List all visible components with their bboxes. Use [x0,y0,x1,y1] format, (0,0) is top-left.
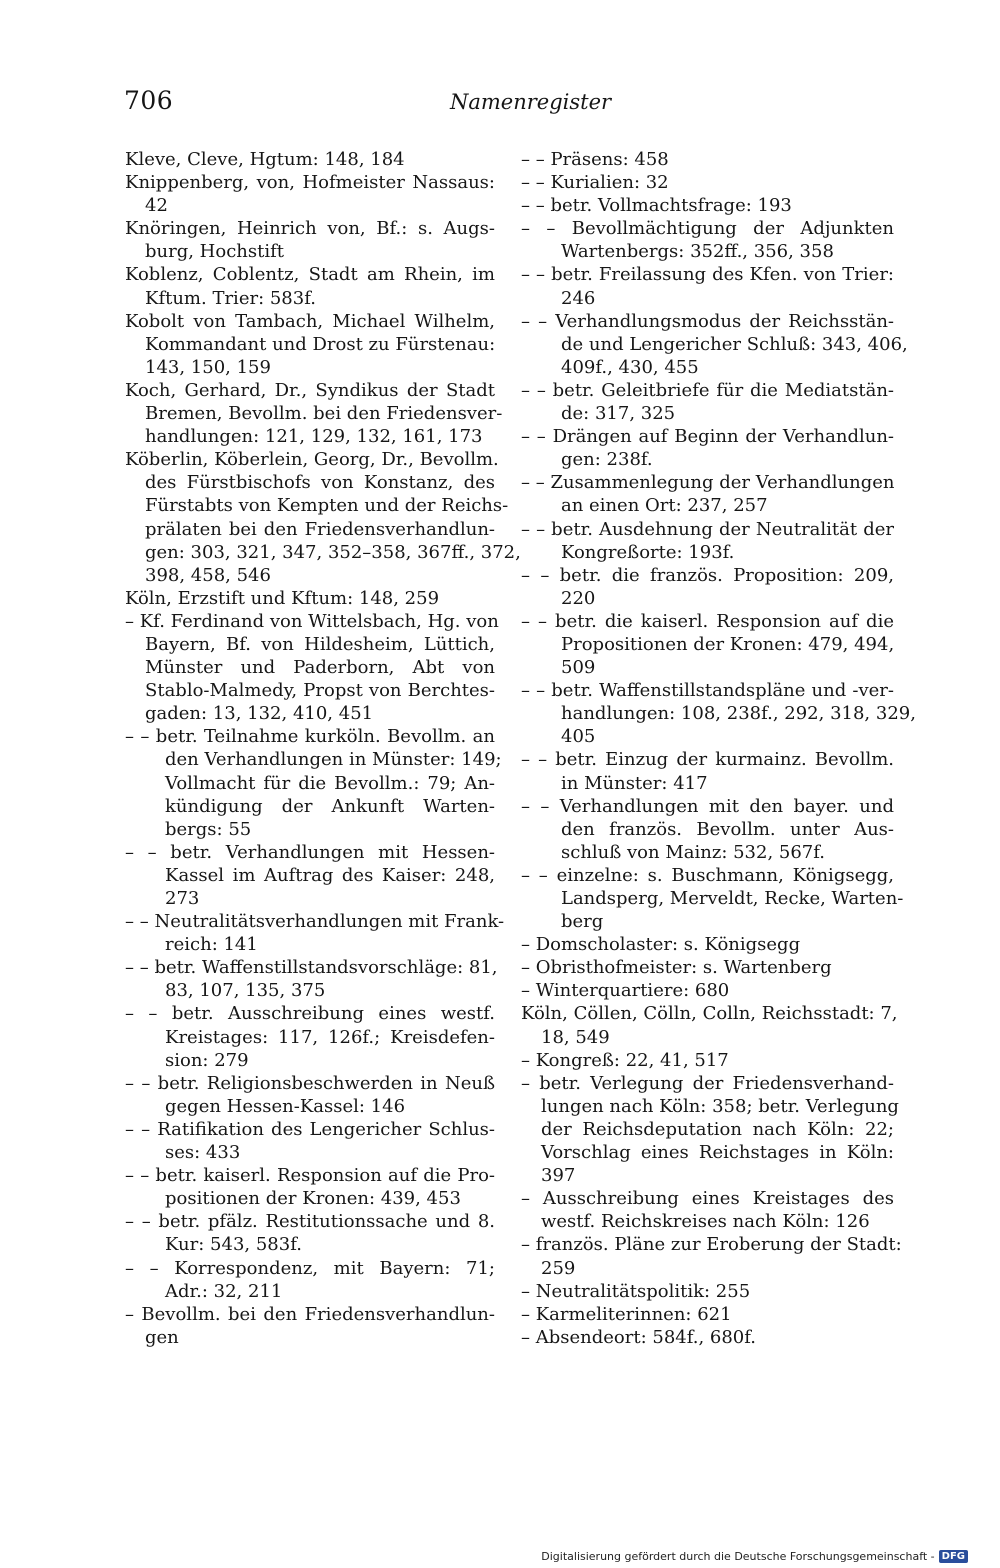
index-entry-line: Kleve, Cleve, Hgtum: 148, 184 [125,149,405,170]
index-entry-line: Adr.: 32, 211 [165,1280,283,1302]
index-entry-line: burg, Hochstift [145,241,285,263]
index-entry-line: – – Drängen auf Beginn der Verhandlun- [521,426,894,448]
index-entry-line: – – Zusammenlegung der Verhandlungen [521,472,895,494]
index-entry [521,1002,898,1048]
index-entry [125,1164,495,1210]
index-entry [125,956,498,1002]
index-entry [125,1257,495,1303]
index-entry-line: gen [145,1326,179,1348]
index-entry-line: schluß von Mainz: 532, 567f. [561,841,826,863]
index-entry-line: Köberlin, Köberlein, Georg, Dr., Bevollm. [125,449,499,471]
page-number: 706 [124,86,174,115]
index-entry-line: – – Präsens: 458 [521,149,669,170]
index-entry-line: 83, 107, 135, 375 [165,980,326,1002]
index-entry-line: – Neutralitätspolitik: 255 [521,1280,751,1302]
index-entry [125,448,521,587]
index-entry-line: Kommandant und Drost zu Fürstenau: [145,333,496,355]
dfg-logo: DFG [939,1550,968,1563]
index-entry-line: – – betr. Geleitbriefe für die Mediatstän- [521,379,894,401]
index-entry-line: – betr. Verlegung der Friedensverhand- [521,1072,894,1094]
index-entry [125,263,495,309]
index-entry [521,1326,894,1349]
index-entry [125,587,495,610]
index-entry [521,1233,902,1279]
index-entry-line: 509 [561,657,596,679]
index-entry-line: Köln, Cöllen, Cölln, Colln, Reichsstadt: 7, [521,1003,898,1025]
footer [541,1550,968,1563]
index-entry [521,217,894,263]
index-entry-line: sion: 279 [165,1049,249,1071]
index-entry-line: – – betr. kaiserl. Responsion auf die Pro- [125,1165,495,1187]
index-entry-line: – Obristhofmeister: s. Wartenberg [521,957,832,979]
index-column-right [521,148,916,1349]
index-entry-line: – – betr. Vollmachtsfrage: 193 [521,195,792,217]
index-entry [125,310,495,379]
index-entry [521,518,894,564]
index-entry [521,148,894,171]
index-entry [521,795,894,864]
index-entry-line: Köln, Erzstift und Kftum: 148, 259 [125,587,440,609]
index-entry-line: gen: 303, 321, 347, 352–358, 367ff., 372, [145,541,521,563]
index-entry-line: – Kf. Ferdinand von Wittelsbach, Hg. von [125,610,499,632]
index-entry [521,679,916,748]
index-entry-line: – – Ratifikation des Lengericher Schlus- [125,1118,495,1140]
index-entry [521,564,894,610]
index-entry-line: Stablo-Malmedy, Propst von Berchtes- [145,680,495,702]
index-entry-line: Wartenbergs: 352ff., 356, 358 [561,241,834,263]
running-head: Namenregister [450,90,612,114]
index-entry-line: – – betr. Waffenstillstandspläne und -ver- [521,680,894,702]
index-entry-line: 397 [541,1165,576,1187]
index-entry-line: Fürstabts von Kempten und der Reichs- [145,495,509,517]
index-entry-line: 409f., 430, 455 [561,356,699,378]
index-entry-line: gegen Hessen-Kassel: 146 [165,1095,406,1117]
index-entry [521,610,894,679]
index-entry-line: – – betr. die französ. Proposition: 209, [521,564,894,586]
index-entry [521,1187,894,1233]
index-entry [125,379,503,448]
index-entry [521,1072,899,1187]
index-entry [125,217,495,263]
index-entry [125,1118,495,1164]
index-entry-line: 273 [165,888,200,909]
index-entry-line: – – betr. Freilassung des Kfen. von Trier: [521,264,894,286]
index-entry-line: – Absendeort: 584f., 680f. [521,1326,757,1348]
index-entry-line: – Domscholaster: s. Königsegg [521,934,801,956]
index-entry-line: Koblenz, Coblentz, Stadt am Rhein, im [125,264,495,286]
index-entry-line: – – betr. Teilnahme kurköln. Bevollm. an [125,726,495,748]
index-entry-line: – – Bevollmächtigung der Adjunkten [521,218,894,240]
index-entry-line: Vorschlag eines Reichstages in Köln: [541,1142,894,1164]
index-column-left [125,148,521,1349]
index-entry [125,841,495,910]
index-entry-line: reich: 141 [165,934,258,956]
index-entry [521,956,894,979]
index-entry-line: Knöringen, Heinrich von, Bf.: s. Augs- [125,218,495,240]
index-entry-line: 398, 458, 546 [145,564,271,586]
index-entry-line: – – betr. Religionsbeschwerden in Neuß [125,1072,495,1094]
index-entry-line: handlungen: 121, 129, 132, 161, 173 [145,426,483,448]
index-entry-line: 405 [561,726,596,748]
index-entry-line: 18, 549 [541,1026,610,1048]
index-entry-line: an einen Ort: 237, 257 [561,495,768,517]
index-entry-line: handlungen: 108, 238f., 292, 318, 329, [561,703,916,725]
index-entry-line: Kassel im Auftrag des Kaiser: 248, [165,864,495,886]
index-entry-line: – – Verhandlungsmodus der Reichsstän- [521,310,894,332]
index-entry-line: – – Kurialien: 32 [521,172,669,194]
index-entry-line: – – einzelne: s. Buschmann, Königsegg, [521,864,894,886]
index-entry-line: – – Neutralitätsverhandlungen mit Frank- [125,911,505,933]
index-entry-line: – Ausschreibung eines Kreistages des [521,1188,894,1210]
index-entry-line: – – betr. Ausdehnung der Neutralität der [521,518,894,540]
index-entry [521,379,894,425]
index-entry [521,263,894,309]
index-entry-line: Vollmacht für die Bevollm.: 79; An- [165,772,495,794]
index-entry-line: – – betr. Verhandlungen mit Hessen- [125,841,495,863]
index-entry-line: – – Verhandlungen mit den bayer. und [521,795,894,817]
index-entry [125,725,502,840]
index-entry [521,979,894,1002]
index-entry-line: der Reichsdeputation nach Köln: 22; [541,1118,894,1140]
index-entry [125,910,505,956]
index-entry-line: 220 [561,587,596,609]
index-entry-line: lungen nach Köln: 358; betr. Verlegung [541,1095,899,1117]
index-entry [521,471,894,517]
footer-text: Digitalisierung gefördert durch die Deutsche Forschungsgemeinschaft - [541,1550,935,1563]
index-entry-line: – Winterquartiere: 680 [521,980,730,1002]
index-entry-line: prälaten bei den Friedensverhandlun- [145,518,495,540]
index-entry-line: – – betr. Einzug der kurmainz. Bevollm. [521,749,894,771]
index-entry-line: – Bevollm. bei den Friedensverhandlun- [125,1303,495,1325]
index-entry-line: Knippenberg, von, Hofmeister Nassaus: [125,172,495,194]
index-entry-line: – – Korrespondenz, mit Bayern: 71; [125,1257,495,1279]
index-entry [125,171,495,217]
index-entry-line: 259 [541,1257,576,1279]
index-entry-line: in Münster: 417 [561,772,708,794]
index-entry [521,425,894,471]
index-entry-line: bergs: 55 [165,818,252,840]
index-entry-line: gen: 238f. [561,449,653,471]
index-entry-line: den Verhandlungen in Münster: 149; [165,749,502,771]
index-entry [521,748,894,794]
index-entry [125,610,499,725]
index-entry [125,1072,495,1118]
index-entry-line: – – betr. die kaiserl. Responsion auf die [521,610,894,632]
index-entry-line: Landsperg, Merveldt, Recke, Warten- [561,888,904,909]
index-entry-line: Propositionen der Kronen: 479, 494, [561,633,895,655]
index-entry-line: 42 [145,195,168,217]
index-entry-line: de: 317, 325 [561,403,676,425]
index-entry-line: – Kongreß: 22, 41, 517 [521,1049,729,1071]
index-entry-line: des Fürstbischofs von Konstanz, des [145,472,495,494]
index-entry [521,864,904,933]
index-entry-line: – – betr. pfälz. Restitutionssache und 8. [125,1211,495,1233]
index-entry-line: Bremen, Bevollm. bei den Friedensver- [145,403,503,425]
index-entry-line: Kftum. Trier: 583f. [145,287,316,309]
index-entry-line: gaden: 13, 132, 410, 451 [145,703,374,725]
index-entry-line: de und Lengericher Schluß: 343, 406, [561,333,908,355]
index-entry [521,194,894,217]
index-entry [521,171,894,194]
index-entry-line: Kur: 543, 583f. [165,1234,302,1256]
index-entry-line: Kongreßorte: 193f. [561,541,735,563]
index-entry-line: Kobolt von Tambach, Michael Wilhelm, [125,310,495,332]
index-entry-line: den französ. Bevollm. unter Aus- [561,818,894,840]
index-entry-line: 246 [561,287,596,309]
index-entry-line: Münster und Paderborn, Abt von [145,657,495,679]
index-entry [521,1280,894,1303]
index-entry-line: westf. Reichskreises nach Köln: 126 [541,1211,870,1233]
index-entry-line: positionen der Kronen: 439, 453 [165,1188,461,1210]
index-entry-line: Kreistages: 117, 126f.; Kreisdefen- [165,1026,495,1048]
index-entry [125,148,495,171]
index-entry-line: Koch, Gerhard, Dr., Syndikus der Stadt [125,379,495,401]
index-entry-line: – Karmeliterinnen: 621 [521,1303,732,1325]
index-entry [125,1303,495,1349]
index-entry-line: ses: 433 [165,1142,241,1164]
index-entry-line: kündigung der Ankunft Warten- [165,795,495,817]
index-entry [521,933,894,956]
index-entry [521,1303,894,1326]
index-entry-line: 143, 150, 159 [145,356,271,378]
index-entry [521,310,908,379]
index-entry-line: – französ. Pläne zur Eroberung der Stadt: [521,1234,902,1256]
index-entry [125,1210,495,1256]
index-entry [521,1049,894,1072]
index-entry-line: berg [561,911,604,933]
index-entry-line: – – betr. Waffenstillstandsvorschläge: 81, [125,957,498,979]
index-entry-line: Bayern, Bf. von Hildesheim, Lüttich, [145,633,495,655]
index-entry [125,1002,495,1071]
index-entry-line: – – betr. Ausschreibung eines westf. [125,1003,495,1025]
